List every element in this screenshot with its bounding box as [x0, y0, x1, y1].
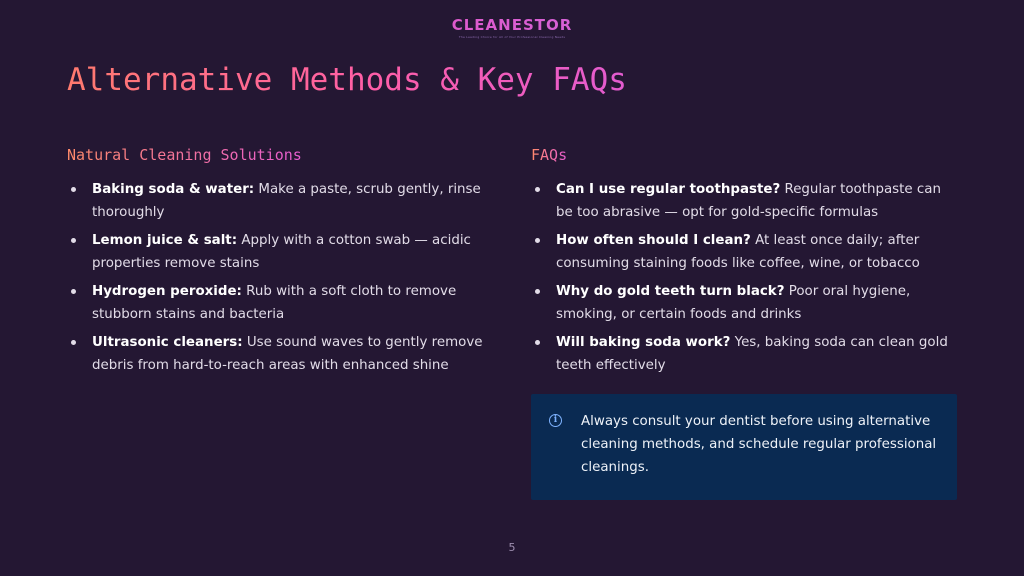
faqs-heading: FAQs [531, 146, 568, 164]
callout-text: Always consult your dentist before using alternative cleaning methods, and schedule regular professional cleanings. [581, 414, 937, 475]
page-number: 5 [508, 541, 516, 554]
slide-title: Alternative Methods & Key FAQs [67, 62, 627, 98]
item-description: Rub with a soft cloth to remove stubborn stains and bacteria [92, 284, 457, 322]
item-description: Use sound waves to gently remove debris from hard-to-reach areas with enhanced shine [92, 335, 483, 373]
list-item [67, 178, 487, 224]
faq-answer: Poor oral hygiene, smoking, or certain foods and drinks [556, 284, 911, 322]
faqs-list [531, 178, 951, 377]
natural-solutions-list [67, 178, 487, 377]
faq-answer: Regular toothpaste can be too abrasive — opt for gold-specific formulas [556, 182, 941, 220]
faq-question: Will baking soda work? [556, 335, 731, 350]
faqs-column [531, 145, 951, 382]
item-term: Ultrasonic cleaners: [92, 335, 243, 350]
list-item [67, 280, 487, 326]
item-term: Lemon juice & salt: [92, 233, 238, 248]
logo-tagline: The Leading Choice for All of Your Professional Cleaning Needs [458, 35, 566, 39]
info-callout [531, 394, 957, 500]
list-item [531, 178, 951, 224]
faq-answer: At least once daily; after consuming staining foods like coffee, wine, or tobacco [556, 233, 920, 271]
list-item [531, 229, 951, 275]
list-item [531, 331, 951, 377]
item-description: Make a paste, scrub gently, rinse thoroughly [92, 182, 481, 220]
list-item [67, 229, 487, 275]
item-term: Baking soda & water: [92, 182, 255, 197]
list-item [531, 280, 951, 326]
natural-solutions-column [67, 145, 487, 382]
natural-solutions-heading: Natural Cleaning Solutions [67, 146, 302, 164]
brand-logo [0, 16, 1024, 39]
faq-question: Why do gold teeth turn black? [556, 284, 785, 299]
faq-question: Can I use regular toothpaste? [556, 182, 781, 197]
logo-wordmark: CLEANESTOR [0, 16, 1024, 34]
faq-question: How often should I clean? [556, 233, 751, 248]
faq-answer: Yes, baking soda can clean gold teeth effectively [556, 335, 948, 373]
info-icon: i [549, 414, 562, 427]
list-item [67, 331, 487, 377]
item-description: Apply with a cotton swab — acidic properties remove stains [92, 233, 471, 271]
item-term: Hydrogen peroxide: [92, 284, 242, 299]
